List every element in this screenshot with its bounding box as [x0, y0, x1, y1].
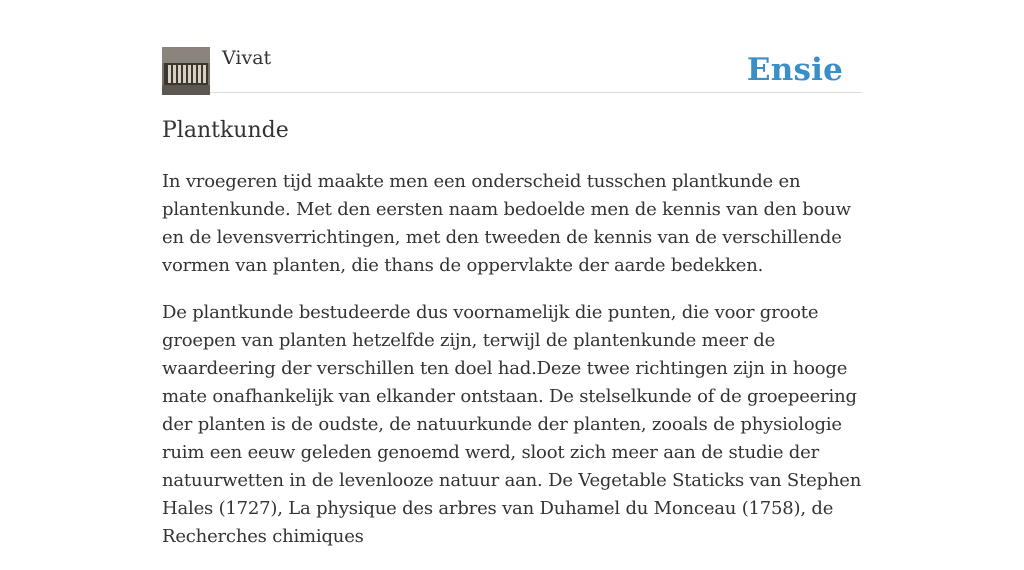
site-logo[interactable]: Ensie	[746, 52, 843, 88]
article-body	[162, 168, 862, 570]
article-title: Plantkunde	[162, 118, 289, 143]
author-name[interactable]: Vivat	[222, 47, 272, 69]
article-paragraph: In vroegeren tijd maakte men een onderscheid tusschen plantkunde en plantenkunde. Met den eersten naam bedoelde men de kennis van den bouw en de levensverrichtingen, met den tweeden de kennis van de verschillende vormen van planten, die thans de oppervlakte der aarde bedekken.	[162, 171, 851, 276]
site-header	[162, 46, 862, 93]
page	[162, 0, 862, 547]
avatar[interactable]	[162, 47, 210, 95]
article-paragraph: De plantkunde bestudeerde dus voornamelijk die punten, die voor groote groepen van planten hetzelfde zijn, terwijl de plantenkunde meer de waardeering der verschillen ten doel had.Deze twee richtingen zijn in hooge mate onafhankelijk van elkander ontstaan. De stelselkunde of de groepeering der planten is de oudste, de natuurkunde der planten, zooals de physiologie ruim een eeuw geleden genoemd werd, sloot zich meer aan de studie der natuurwetten in de levenlooze natuur aan. De Vegetable Staticks van Stephen Hales (1727), La physique des arbres van Duhamel du Monceau (1758), de Recherches chimiques	[162, 302, 862, 547]
avatar-portrait-icon	[162, 47, 210, 95]
